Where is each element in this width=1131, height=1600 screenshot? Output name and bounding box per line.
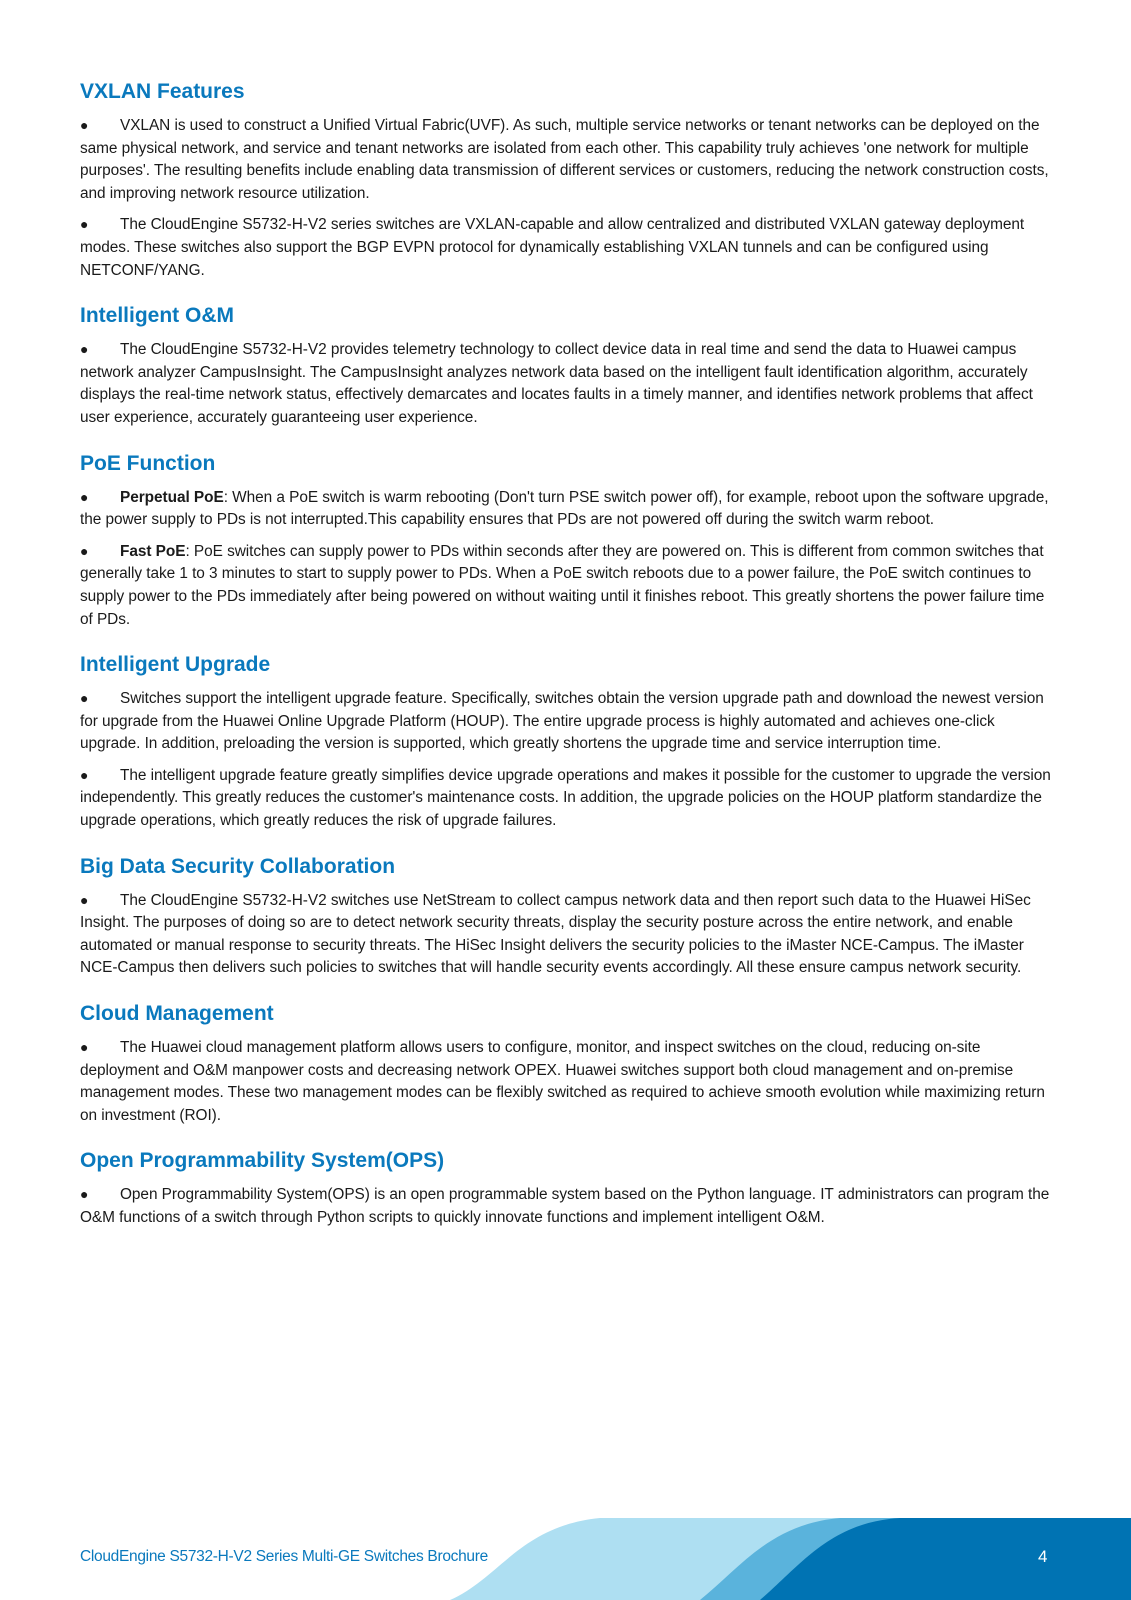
section-title: PoE Function xyxy=(80,451,216,475)
section-cloud-management xyxy=(80,1000,1055,1127)
section-big-data-security xyxy=(80,853,1055,980)
bullet-item: ●Perpetual PoE: When a PoE switch is warm rebooting (Don't turn PSE switch power off), for example, reboot upon the software upgrade, the power supply to PDs is not interrupted.This capability ensures that PDs are not powered off during the switch warm reboot. xyxy=(80,486,1055,532)
bullet-icon xyxy=(80,540,120,563)
section-title: Intelligent O&M xyxy=(80,304,234,328)
section-title: Intelligent Upgrade xyxy=(80,653,271,677)
section-title: Cloud Management xyxy=(80,1002,274,1026)
bullet-icon xyxy=(80,213,120,236)
bullet-item: ●Open Programmability System(OPS) is an open programmable system based on the Python language. IT administrators can program the O&M functions of a switch through Python scripts to quickly innovate functions and implement intelligent O&M. xyxy=(80,1183,1055,1229)
page-number: 4 xyxy=(1038,1547,1048,1566)
section-intelligent-upgrade xyxy=(80,651,1055,833)
bullet-icon xyxy=(80,889,120,912)
bullet-item: ●Switches support the intelligent upgrade feature. Specifically, switches obtain the version upgrade path and download the newest version for upgrade from the Huawei Online Upgrade Platform (HOUP). The entire upgrade process is highly automated and achieves one-click upgrade. In addition, preloading the version is supported, which greatly shortens the upgrade time and service interruption time. xyxy=(80,687,1055,756)
bullet-icon xyxy=(80,764,120,787)
bullet-item: ●The intelligent upgrade feature greatly simplifies device upgrade operations and makes it possible for the customer to upgrade the version independently. This greatly reduces the customer's maintenance costs. In addition, the upgrade policies on the HOUP platform standardize the upgrade operations, which greatly reduces the risk of upgrade failures. xyxy=(80,764,1055,833)
bullet-item: ●The CloudEngine S5732-H-V2 provides telemetry technology to collect device data in real time and send the data to Huawei campus network analyzer CampusInsight. The CampusInsight analyzes network data based on the intelligent fault identification algorithm, accurately displays the real-time network status, effectively demarcates and locates faults in a timely manner, and identifies network problems that affect user experience, accurately guaranteeing user experience. xyxy=(80,338,1055,429)
section-title: VXLAN Features xyxy=(80,80,245,103)
section-intelligent-om xyxy=(80,302,1055,429)
page-footer xyxy=(0,1518,1131,1600)
footer-document-title: CloudEngine S5732-H-V2 Series Multi-GE Switches Brochure xyxy=(80,1548,488,1565)
bullet-item: ●The CloudEngine S5732-H-V2 series switches are VXLAN-capable and allow centralized and distributed VXLAN gateway deployment modes. These switches also support the BGP EVPN protocol for dynamically establishing VXLAN tunnels and can be configured using NETCONF/YANG. xyxy=(80,213,1055,282)
bullet-item: ●Fast PoE: PoE switches can supply power to PDs within seconds after they are powered on. This is different from common switches that generally take 1 to 3 minutes to start to supply power to PDs. When a PoE switch reboots due to a power failure, the PoE switch continues to supply power to the PDs immediately after being powered on without waiting until it finishes reboot. This greatly shortens the power failure time of PDs. xyxy=(80,540,1055,631)
bullet-icon xyxy=(80,1183,120,1206)
section-title: Big Data Security Collaboration xyxy=(80,854,396,878)
document-body xyxy=(80,78,1055,1238)
section-vxlan-features xyxy=(80,78,1055,282)
bullet-item: ●The CloudEngine S5732-H-V2 switches use NetStream to collect campus network data and then report such data to the Huawei HiSec Insight. The purposes of doing so are to detect network security threats, display the security posture across the entire network, and enable automated or manual response to security threats. The HiSec Insight delivers the security policies to the iMaster NCE-Campus. The iMaster NCE-Campus then delivers such policies to switches that will handle security events accordingly. All these ensure campus network security. xyxy=(80,889,1055,980)
bullet-icon xyxy=(80,486,120,509)
section-title: Open Programmability System(OPS) xyxy=(80,1149,445,1173)
bullet-icon xyxy=(80,687,120,710)
bullet-icon xyxy=(80,114,120,137)
bullet-icon xyxy=(80,1036,120,1059)
bullet-icon xyxy=(80,338,120,361)
section-poe-function xyxy=(80,450,1055,632)
bullet-item: ●The Huawei cloud management platform allows users to configure, monitor, and inspect switches on the cloud, reducing on-site deployment and O&M manpower costs and decreasing network OPEX. Huawei switches support both cloud management and on-premise management modes. These two management modes can be flexibly switched as required to achieve smooth evolution while maximizing return on investment (ROI). xyxy=(80,1036,1055,1127)
section-ops xyxy=(80,1147,1055,1229)
bullet-item: ●VXLAN is used to construct a Unified Virtual Fabric(UVF). As such, multiple service networks or tenant networks can be deployed on the same physical network, and service and tenant networks are isolated from each other. This capability truly achieves 'one network for multiple purposes'. The resulting benefits include enabling data transmission of different services or customers, reducing the network construction costs, and improving network resource utilization. xyxy=(80,114,1055,205)
